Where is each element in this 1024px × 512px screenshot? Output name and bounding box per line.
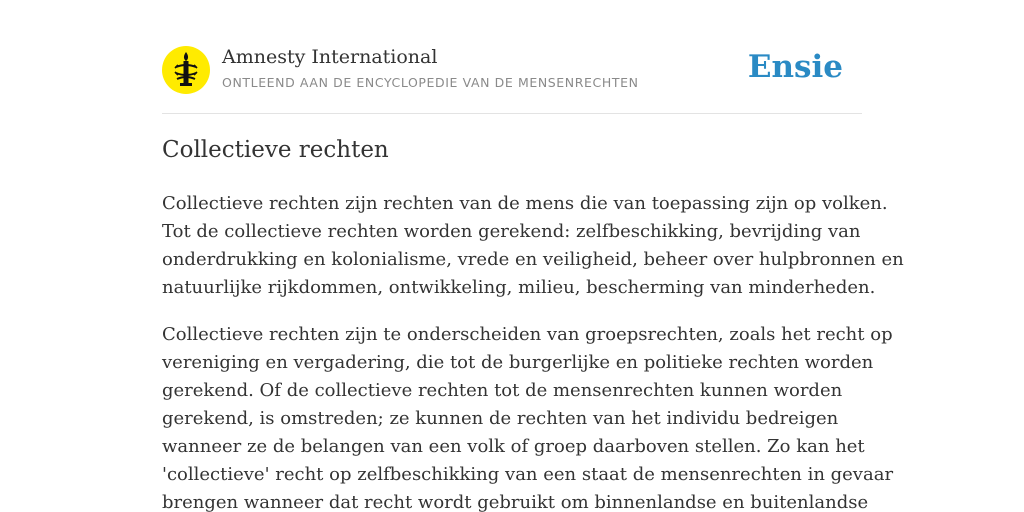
ensie-logo[interactable]: Ensie bbox=[747, 49, 843, 85]
text-line: wanneer ze de belangen van een volk of groep daarboven stellen. Zo kan het bbox=[162, 436, 865, 457]
text-line: Tot de collectieve rechten worden gerekend: zelfbeschikking, bevrijding van bbox=[162, 221, 861, 242]
text-line: onderdrukking en kolonialisme, vrede en veiligheid, beheer over hulpbronnen en bbox=[162, 249, 904, 270]
text-line: Collectieve rechten zijn rechten van de mens die van toepassing zijn op volken. bbox=[162, 193, 888, 214]
header-divider bbox=[162, 113, 862, 114]
paragraph bbox=[162, 321, 894, 512]
paragraph bbox=[162, 190, 904, 302]
text-line: Collectieve rechten zijn te onderscheiden van groepsrechten, zoals het recht op bbox=[162, 324, 893, 345]
text-line: 'collectieve' recht op zelfbeschikking van een staat de mensenrechten in gevaar bbox=[162, 464, 894, 485]
article-body bbox=[162, 190, 904, 512]
header bbox=[162, 44, 862, 100]
source-subtitle: ONTLEEND AAN DE ENCYCLOPEDIE VAN DE MENSENRECHTEN bbox=[222, 75, 639, 90]
text-line: brengen wanneer dat recht wordt gebruikt om binnenlandse en buitenlandse bbox=[162, 492, 869, 512]
article-title: Collectieve rechten bbox=[162, 137, 389, 163]
text-line: gerekend, is omstreden; ze kunnen de rechten van het individu bedreigen bbox=[162, 408, 839, 429]
text-line: natuurlijke rijkdommen, ontwikkeling, milieu, bescherming van minderheden. bbox=[162, 277, 876, 298]
text-line: gerekend. Of de collectieve rechten tot de mensenrechten kunnen worden bbox=[162, 380, 843, 401]
organization-name[interactable]: Amnesty International bbox=[222, 46, 438, 68]
amnesty-candle-icon[interactable] bbox=[162, 46, 210, 94]
text-line: vereniging en vergadering, die tot de burgerlijke en politieke rechten worden bbox=[162, 352, 874, 373]
